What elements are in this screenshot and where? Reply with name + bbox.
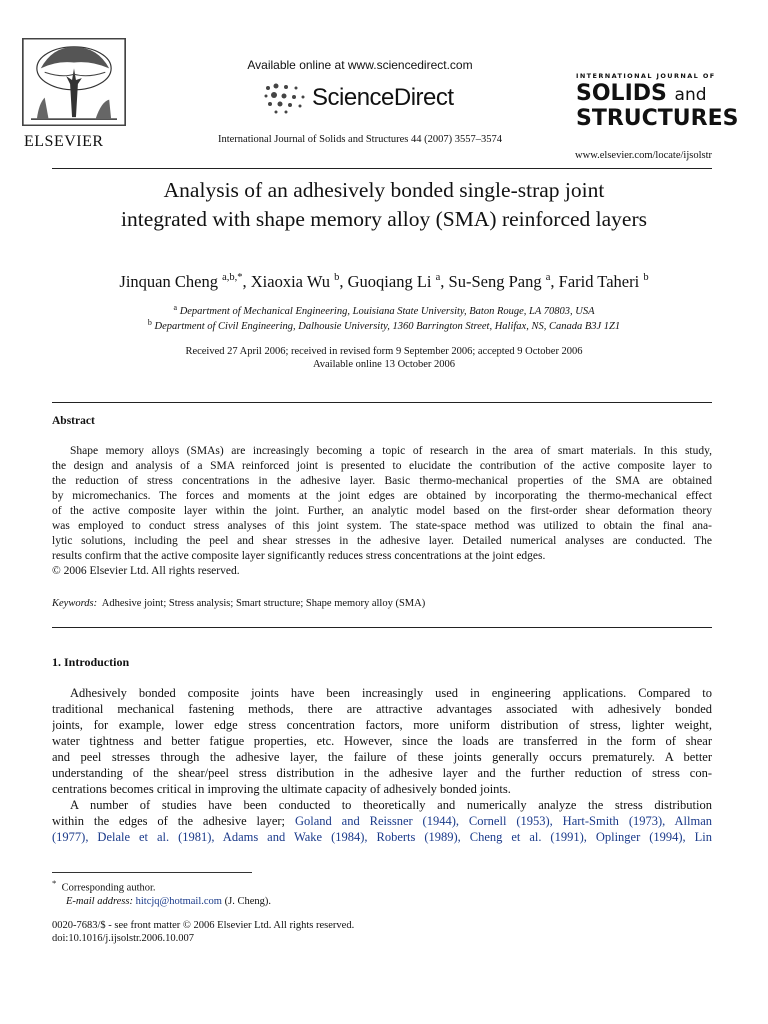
author-sup: b [643, 272, 649, 283]
abstract-bottom-rule [52, 627, 712, 628]
email-link[interactable]: hitcjq@hotmail.com [135, 895, 222, 907]
affiliation-a [52, 303, 716, 317]
footnote-mark: * [52, 878, 57, 888]
sciencedirect-wordmark: ScienceDirect [312, 84, 454, 111]
journal-logo-solids: SOLIDS [576, 81, 667, 106]
elsevier-wordmark: ELSEVIER [24, 133, 104, 150]
keywords-label: Keywords: [52, 598, 98, 609]
title-line-2: integrated with shape memory alloy (SMA) reinforced layers [121, 207, 647, 231]
citation-links[interactable]: (1977), Delale et al. (1981), Adams and Wake (1984), Roberts (1989), Cheng et al. (1991), Oplinger (1994), Lin [52, 830, 712, 844]
abstract-line: of the active composite layer within the joint. Further, an analytic model based on the first-order shear deformation theory [52, 505, 712, 517]
abstract-body [52, 444, 712, 579]
journal-citation: International Journal of Solids and Structures 44 (2007) 3557–3574 [217, 134, 503, 145]
abstract-line: the reduction of stress concentrations in the adhesive layer. Basic thermo-mechanical properties of the SMA are obtained [52, 475, 712, 487]
available-online-date: Available online 13 October 2006 [312, 359, 456, 370]
keywords [52, 598, 425, 609]
abstract-line: was employed to conduct stress analyses of this joint system. The state-space method was utilized to obtain the final ana- [52, 520, 712, 532]
keywords-text: Adhesive joint; Stress analysis; Smart structure; Shape memory alloy (SMA) [101, 598, 426, 609]
intro-line: centrations becomes critical in improving the ultimate capacity of adhesively bonded joints. [52, 782, 511, 796]
sciencedirect-dots-icon [262, 82, 308, 116]
abstract-line: lytic solutions, including the peel and shear stresses in the adhesive layer. Detailed numerical analyses are conducted. The [52, 535, 712, 547]
affiliation-text: Department of Civil Engineering, Dalhousie University, 1360 Barrington Street, Halifax, NS, Canada B3J 1Z1 [154, 321, 621, 332]
email-label: E-mail address: [66, 895, 133, 907]
intro-line: and peel stresses through the adhesive layer, the failure of these joints generally occurs prematurely. A better [52, 750, 712, 764]
author: Guoqiang Li [347, 272, 432, 291]
header-rule [52, 168, 712, 169]
footnote-corresponding [52, 877, 271, 895]
abstract-heading: Abstract [52, 415, 95, 427]
footnote-rule [52, 872, 252, 873]
abstract-copyright: © 2006 Elsevier Ltd. All rights reserved. [52, 565, 240, 577]
author: Jinquan Cheng [119, 272, 218, 291]
footnote [52, 877, 271, 908]
author: Farid Taheri [558, 272, 640, 291]
affiliation-b [52, 318, 716, 332]
journal-logo [576, 72, 739, 131]
available-online-text: Available online at www.sciencedirect.com [247, 58, 473, 72]
issn-line: 0020-7683/$ - see front matter © 2006 Elsevier Ltd. All rights reserved. [52, 920, 355, 931]
abstract-line: the design and analysis of a SMA reinforced joint is presented to elucidate the contribution of the active composite layer to [52, 460, 712, 472]
intro-text: within the edges of the adhesive layer; [52, 814, 286, 828]
author-sup: a [545, 272, 551, 283]
intro-line: joints, for example, lower edge stress concentration factors, more uniform distribution of stress, lighter weight, [52, 718, 712, 732]
journal-logo-and: and [674, 85, 707, 105]
author-sup: b [334, 272, 340, 283]
footnote-email [52, 895, 271, 908]
author: Su-Seng Pang [448, 272, 542, 291]
author-list: Jinquan Cheng $^{a,b,*}$, Xiaoxia Wu $^b$, Guoqiang Li $^a$, Su-Seng Pang $^a$, Farid Taheri $^b$ [119, 272, 649, 291]
abstract-line: Shape memory alloys (SMAs) are increasingly becoming a topic of research in the area of smart materials. In this study, [70, 445, 712, 457]
abstract-line: by micromechanics. The forces and moments at the joint edges are obtained by incorporating the thermo-mechanical effect [52, 490, 712, 502]
sciencedirect-logo [262, 82, 502, 116]
intro-line: understanding of the shear/peel stress distribution in the adhesive layer and the further reduction of stress con- [52, 766, 712, 780]
intro-line: Adhesively bonded composite joints have been increasingly used in engineering applications. Compared to [70, 686, 712, 700]
citation-links[interactable]: Goland and Reissner (1944), Cornell (1953), Hart-Smith (1973), Allman [294, 814, 712, 828]
affiliation-sup: a [173, 303, 178, 312]
email-suffix: (J. Cheng). [224, 895, 271, 907]
elsevier-tree-icon [22, 38, 126, 126]
article-dates [52, 345, 716, 371]
author: Xiaoxia Wu [250, 272, 330, 291]
journal-logo-line2: STRUCTURES [576, 106, 739, 131]
intro-line: A number of studies have been conducted to theoretically and numerically analyze the stress distribution [70, 798, 712, 812]
footnote-corresponding-text: Corresponding author. [61, 882, 156, 894]
article-title [52, 176, 716, 234]
intro-line: water tightness and better fatigue properties, etc. However, since the loads are transferred in the form of shear [52, 734, 712, 748]
author-sup: a,b,* [222, 272, 243, 283]
abstract-top-rule [52, 402, 712, 403]
author-sup: a [435, 272, 441, 283]
introduction-body [52, 685, 712, 845]
intro-line: traditional mechanical fastening methods, there are attractive advantages associated with adhesively bonded [52, 702, 712, 716]
intro-line [52, 829, 712, 845]
doi-line[interactable]: doi:10.1016/j.ijsolstr.2006.10.007 [52, 933, 195, 944]
affiliation-sup: b [147, 318, 152, 327]
received-dates: Received 27 April 2006; received in revised form 9 September 2006; accepted 9 October 2006 [185, 346, 583, 357]
abstract-line: results confirm that the active composite layer significantly reduces stress concentrations at the joint edges. [52, 550, 546, 562]
elsevier-logo [22, 38, 132, 148]
journal-logo-line1 [576, 82, 716, 107]
journal-logo-top: INTERNATIONAL JOURNAL OF [576, 72, 716, 80]
intro-line [52, 813, 712, 829]
journal-url[interactable]: www.elsevier.com/locate/ijsolstr [575, 150, 712, 161]
title-line-1: Analysis of an adhesively bonded single-strap joint [163, 178, 605, 202]
front-matter [52, 919, 354, 945]
affiliation-text: Department of Mechanical Engineering, Louisiana State University, Baton Rouge, LA 70803, USA [179, 306, 595, 317]
section-heading-introduction: 1. Introduction [52, 655, 130, 669]
